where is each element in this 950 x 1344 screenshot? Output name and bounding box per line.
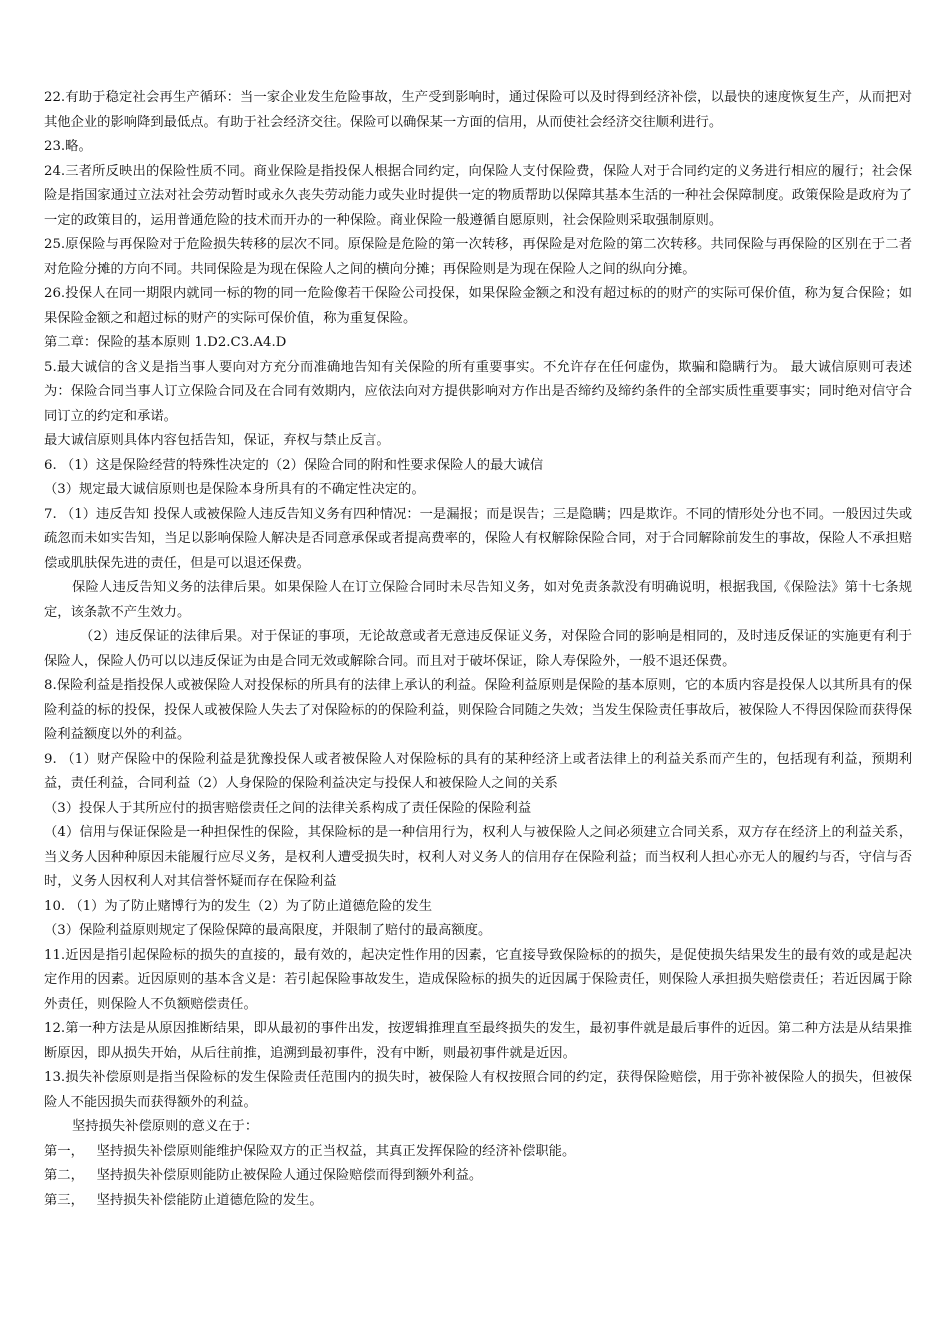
paragraph-6-item-3: （3）规定最大诚信原则也是保险本身所具有的不确定性决定的。 <box>44 482 425 497</box>
paragraph-10-item-3: （3）保险利益原则规定了保险保障的最高限度，并限制了赔付的最高额度。 <box>44 923 492 938</box>
paragraph-22: 22.有助于稳定社会再生产循环：当一家企业发生危险事故，生产受到影响时，通过保险可以及时得到经济补偿，以最快的速度恢复生产，从而把对其他企业的影响降到最低点。有助于社会经济交往。保险可以确保某一方面的信用，从而使社会经济交往顺利进行。 <box>44 90 912 130</box>
paragraph-11: 11.近因是指引起保险标的损失的直接的，最有效的，起决定性作用的因素，它直接导致保险标的的损失，是促使损失结果发生的最有效的或是起决定作用的因素。近因原则的基本含义是：若引起保险事故发生，造成保险标的损失的近因属于保险责任，则保险人承担损失赔偿责任；若近因属于除外责任，则保险人不负额赔偿责任。 <box>44 947 912 1012</box>
paragraph-5: 5.最大诚信的含义是指当事人要向对方充分而准确地告知有关保险的所有重要事实。不允许存在任何虚伪，欺骗和隐瞒行为。 最大诚信原则可表述为：保险合同当事人订立保险合同及在合同有效期内，应依法向对方提供影响对方作出是否缔约及缔约条件的全部实质性重要事实；同时绝对信守合同订立的约定和承诺。 <box>44 359 912 424</box>
paragraph-26: 26.投保人在同一期限内就同一标的物的同一危险像若干保险公司投保，如果保险金额之和没有超过标的的财产的实际可保价值，称为复合保险；如果保险金额之和超过标的财产的实际可保价值，称为重复保险。 <box>44 286 912 326</box>
paragraph-23: 23.略。 <box>44 139 92 154</box>
paragraph-6: 6. （1）这是保险经营的特殊性决定的（2）保险合同的附和性要求保险人的最大诚信 <box>44 457 544 473</box>
paragraph-10: 10. （1）为了防止赌博行为的发生（2）为了防止道德危险的发生 <box>44 898 433 914</box>
paragraph-24: 24.三者所反映出的保险性质不同。商业保险是指投保人根据合同约定，向保险人支付保险费，保险人对于合同约定的义务进行相应的履行；社会保险是指国家通过立法对社会劳动暂时或永久丧失劳动能力或失业时提供一定的物质帮助以保障其基本生活的一种社会保障制度。政策保险是政府为了一定的政策目的，运用普通危险的技术而开办的一种保险。商业保险一般遵循自愿原则，社会保险则采取强制原则。 <box>44 163 912 228</box>
chapter-heading: 第二章：保险的基本原则 1.D2.C3.A4.D <box>44 335 287 350</box>
paragraph-8: 8.保险利益是指投保人或被保险人对投保标的所具有的法律上承认的利益。保险利益原则是保险的基本原则，它的本质内容是投保人以其所具有的保险利益的标的投保，投保人或被保险人失去了对保险标的的保险利益，则保险合同随之失效；当发生保险责任事故后，被保险人不得因保险而获得保险利益额度以外的利益。 <box>44 678 912 742</box>
list-item-third: 第三， 坚持损失补偿能防止道德危险的发生。 <box>44 1192 323 1208</box>
paragraph-25: 25.原保险与再保险对于危险损失转移的层次不同。原保险是危险的第一次转移，再保险是对危险的第二次转移。共同保险与再保险的区别在于二者对危险分摊的方向不同。共同保险是为现在保险人之间的横向分摊；再保险则是为现在保险人之间的纵向分摊。 <box>44 237 912 277</box>
paragraph-13: 13.损失补偿原则是指当保险标的发生保险责任范围内的损失时，被保险人有权按照合同的约定，获得保险赔偿，用于弥补被保险人的损失，但被保险人不能因损失而获得额外的利益。 <box>44 1070 912 1110</box>
paragraph-9: 9. （1）财产保险中的保险利益是犹豫投保人或者被保险人对保险标的具有的某种经济上或者法律上的利益关系而产生的，包括现有利益，预期利益，责任利益，合同利益（2）人身保险的保险利益决定与投保人和被保险人之间的关系 <box>44 751 912 791</box>
paragraph-9-item-4: （4）信用与保证保险是一种担保性的保险，其保险标的是一种信用行为，权利人与被保险人之间必须建立合同关系，双方存在经济上的利益关系，当义务人因种种原因未能履行应尽义务，是权利人遭受损失时，权利人对义务人的信用存在保险利益；而当权利人担心亦无人的履约与否，守信与否时，义务人因权利人对其信誉怀疑而存在保险利益 <box>44 825 912 889</box>
paragraph-13-significance: 坚持损失补偿原则的意义在于： <box>72 1119 259 1134</box>
paragraph-5-content: 最大诚信原则具体内容包括告知，保证，弃权与禁止反言。 <box>44 433 390 448</box>
paragraph-7: 7. （1）违反告知 投保人或被保险人违反告知义务有四种情况：一是漏报；而是误告；三是隐瞒；四是欺诈。不同的情形处分也不同。一般因过失或疏忽而未如实告知，当足以影响保险人解决是否同意承保或者提高费率的，保险人有权解除保险合同，对于合同解除前发生的事故，保险人不承担赔偿或肌肤保先进的责任，但是可以退还保费。 <box>44 506 912 571</box>
paragraph-9-item-3: （3）投保人于其所应付的损害赔偿责任之间的法律关系构成了责任保险的保险利益 <box>44 800 532 816</box>
paragraph-12: 12.第一种方法是从原因推断结果，即从最初的事件出发，按逻辑推理直至最终损失的发生，最初事件就是最后事件的近因。第二种方法是从结果推断原因，即从损失开始，从后往前推，追溯到最初事件，没有中断，则最初事件就是近因。 <box>44 1021 912 1061</box>
list-item-first: 第一， 坚持损失补偿原则能维护保险双方的正当权益，其真正发挥保险的经济补偿职能。 <box>44 1143 576 1159</box>
list-item-second: 第二， 坚持损失补偿原则能防止被保险人通过保险赔偿而得到额外利益。 <box>44 1168 483 1183</box>
paragraph-7-insurer-breach: 保险人违反告知义务的法律后果。如果保险人在订立保险合同时未尽告知义务，如对免责条款没有明确说明，根据我国,《保险法》第十七条规定，该条款不产生效力。 <box>44 580 912 620</box>
paragraph-7-item-2: （2）违反保证的法律后果。对于保证的事项，无论故意或者无意违反保证义务，对保险合同的影响是相同的，及时违反保证的实施更有利于保险人，保险人仍可以以违反保证为由是合同无效或解除合同。而且对于破坏保证，除人寿保险外，一般不退还保费。 <box>44 629 912 669</box>
document-page <box>44 86 912 1213</box>
